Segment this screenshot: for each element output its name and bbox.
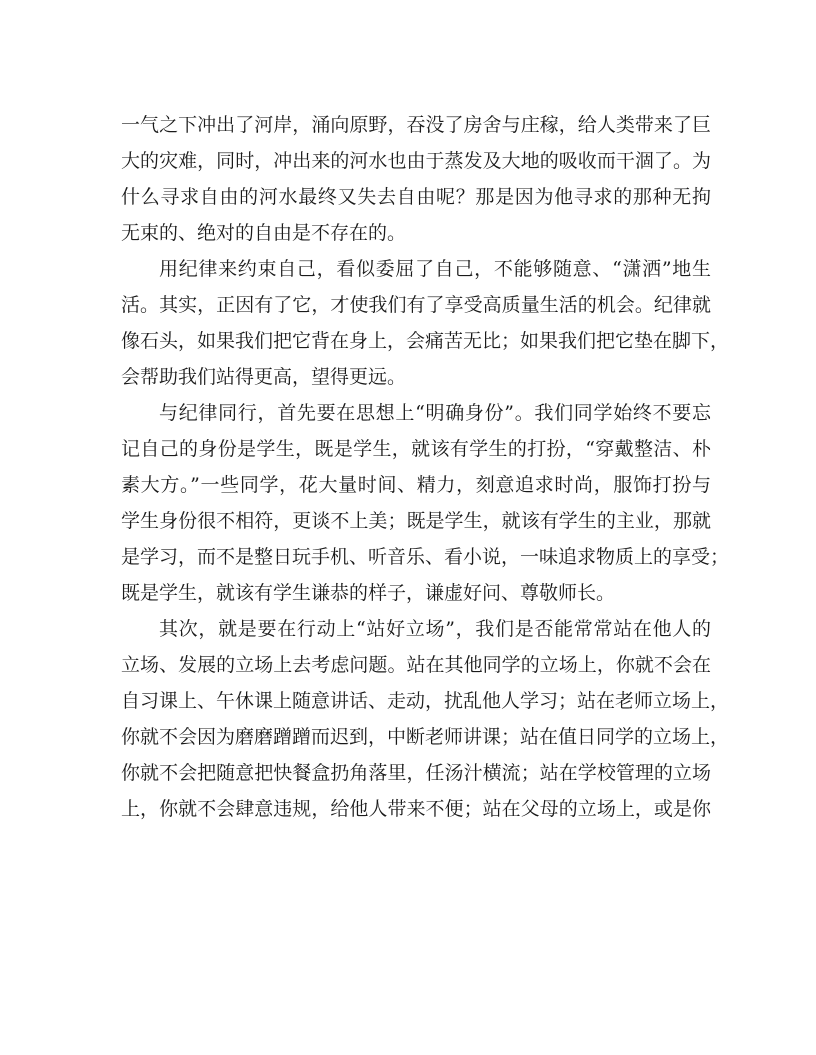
paragraph-first-line: 与纪律同行，首先要在思想上“明确身份”。我们同学始终不要忘	[159, 402, 711, 424]
text-line: 你就不会因为磨磨蹭蹭而迟到，中断老师讲课；站在值日同学的立场上，	[121, 726, 730, 748]
paragraph-first-line: 用纪律来约束自己，看似委屈了自己，不能够随意、“潇洒”地生	[159, 258, 711, 280]
text-line: 既是学生，就该有学生谦恭的样子，谦虚好问、尊敬师长。	[121, 582, 616, 604]
text-line: 学生身份很不相符，更谈不上美；既是学生，就该有学生的主业，那就	[121, 510, 711, 532]
text-line: 上，你就不会肆意违规，给他人带来不便；站在父母的立场上，或是你	[121, 798, 711, 820]
text-line: 像石头，如果我们把它背在身上，会痛苦无比；如果我们把它垫在脚下，	[121, 330, 730, 352]
text-line: 一气之下冲出了河岸，涌向原野，吞没了房舍与庄稼，给人类带来了巨	[121, 114, 711, 136]
text-line: 自习课上、午休课上随意讲话、走动，扰乱他人学习；站在老师立场上，	[121, 690, 730, 712]
text-line: 什么寻求自由的河水最终又失去自由呢？那是因为他寻求的那种无拘	[121, 186, 711, 208]
text-line: 你就不会把随意把快餐盒扔角落里，任汤汁横流；站在学校管理的立场	[121, 762, 711, 784]
text-line: 无束的、绝对的自由是不存在的。	[121, 222, 407, 244]
paragraph-first-line: 其次，就是要在行动上“站好立场”，我们是否能常常站在他人的	[159, 618, 711, 640]
text-line: 活。其实，正因有了它，才使我们有了享受高质量生活的机会。纪律就	[121, 294, 711, 316]
text-line: 立场、发展的立场上去考虑问题。站在其他同学的立场上，你就不会在	[121, 654, 711, 676]
text-line: 大的灾难，同时，冲出来的河水也由于蒸发及大地的吸收而干涸了。为	[121, 150, 711, 172]
text-line: 记自己的身份是学生，既是学生，就该有学生的打扮，“穿戴整洁、朴	[121, 438, 711, 460]
text-line: 素大方。”一些同学，花大量时间、精力，刻意追求时尚，服饰打扮与	[121, 474, 711, 496]
text-line: 是学习，而不是整日玩手机、听音乐、看小说，一味追求物质上的享受；	[121, 546, 730, 568]
text-line: 会帮助我们站得更高，望得更远。	[121, 366, 407, 388]
